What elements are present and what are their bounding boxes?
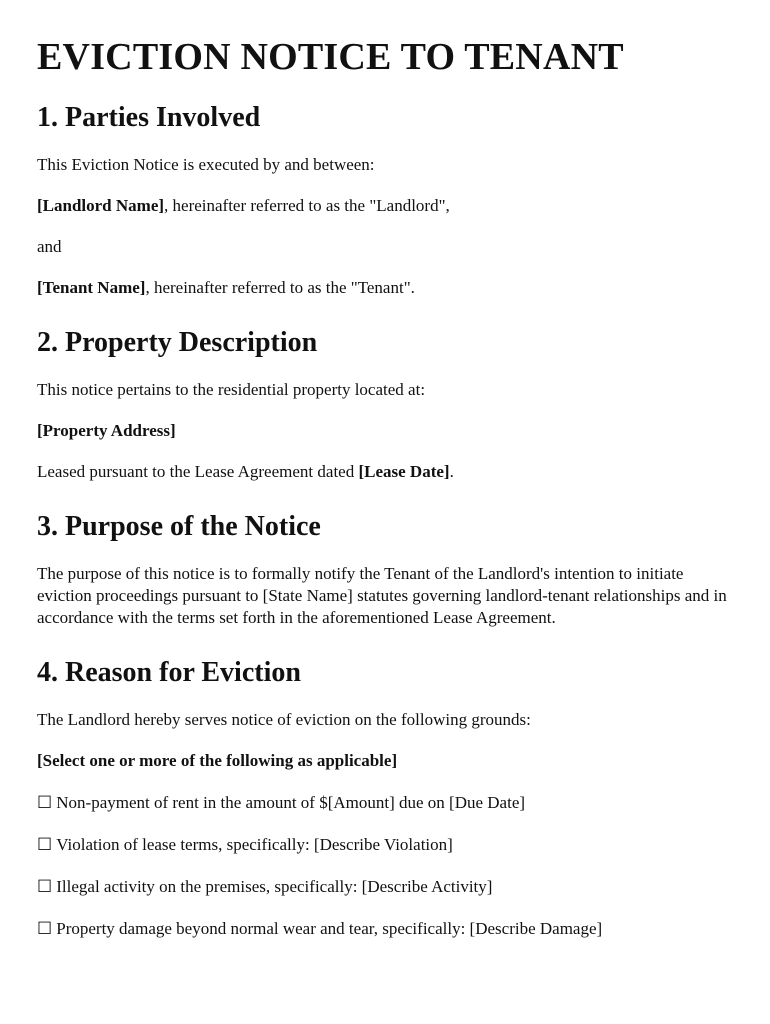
reason-option[interactable]: [37, 918, 734, 940]
section-heading-reason: 4. Reason for Eviction: [37, 657, 301, 688]
reason-option[interactable]: [37, 792, 734, 814]
parties-intro: This Eviction Notice is executed by and between:: [37, 155, 375, 174]
checkbox-icon[interactable]: ☐: [37, 793, 53, 813]
landlord-name-placeholder: [Landlord Name]: [37, 196, 165, 215]
lease-suffix: .: [449, 462, 454, 481]
checkbox-icon[interactable]: ☐: [37, 877, 53, 897]
and-text: and: [37, 237, 62, 256]
landlord-line: [37, 195, 734, 217]
section-heading-purpose: 3. Purpose of the Notice: [37, 511, 321, 542]
lease-date-placeholder: [Lease Date]: [358, 462, 450, 481]
tenant-line: [37, 277, 734, 299]
section-heading-parties: 1. Parties Involved: [37, 102, 261, 133]
landlord-suffix: , hereinafter referred to as the "Landlord",: [164, 196, 450, 215]
lease-prefix: Leased pursuant to the Lease Agreement dated: [37, 462, 359, 481]
section-heading-property: 2. Property Description: [37, 327, 318, 358]
reason-instruction: [Select one or more of the following as applicable]: [37, 751, 398, 770]
checkbox-icon[interactable]: ☐: [37, 919, 53, 939]
reason-option[interactable]: [37, 876, 734, 898]
reason-option-label: Illegal activity on the premises, specifically: [Describe Activity]: [56, 877, 493, 896]
purpose-body: The purpose of this notice is to formally notify the Tenant of the Landlord's intention to initiate eviction proceedings pursuant to [State Name] statutes governing landlord-tenant relationships and in accordance with the terms set forth in the aforementioned Lease Agreement.: [37, 564, 727, 627]
lease-line: [37, 461, 734, 483]
reason-option-label: Property damage beyond normal wear and tear, specifically: [Describe Damage]: [56, 919, 603, 938]
reason-option[interactable]: [37, 834, 734, 856]
tenant-name-placeholder: [Tenant Name]: [37, 278, 146, 297]
reason-option-label: Non-payment of rent in the amount of $[Amount] due on [Due Date]: [56, 793, 526, 812]
reason-intro: The Landlord hereby serves notice of eviction on the following grounds:: [37, 710, 531, 729]
checkbox-icon[interactable]: ☐: [37, 835, 53, 855]
document-title: EVICTION NOTICE TO TENANT: [37, 36, 624, 78]
reason-option-label: Violation of lease terms, specifically: [Describe Violation]: [56, 835, 453, 854]
property-address-placeholder: [Property Address]: [37, 421, 176, 440]
property-intro: This notice pertains to the residential property located at:: [37, 380, 426, 399]
tenant-suffix: , hereinafter referred to as the "Tenant".: [145, 278, 415, 297]
